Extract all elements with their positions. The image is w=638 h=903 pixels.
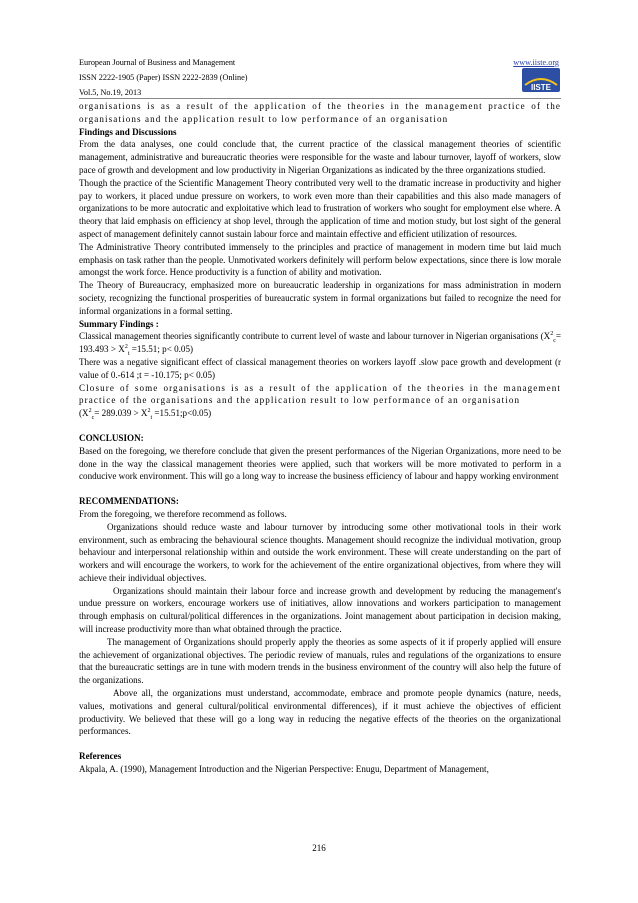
references-heading: References <box>79 751 122 762</box>
recommendations-heading: RECOMMENDATIONS: <box>79 496 179 507</box>
conclusion-paragraph: Based on the foregoing, we therefore conclude that given the present performances of the Nigerian Organizations, more need to be done in the way the classical management theories were applied, such that workers will be more motivated to perform in a conducive work environment. This will go a long way to increase the business efficiency of labour and happy working environment <box>79 445 561 482</box>
findings-heading: Findings and Discussions <box>79 126 177 137</box>
summary-heading: Summary Findings : <box>79 318 159 329</box>
findings-paragraph-3: The Administrative Theory contributed immensely to the principles and practice of management in modern time but laid much emphasis on task rather than the people. Unmotivated workers definitely will perform below expectations, since there is low morale amongst the work force. Hence productivity is a function of ability and motivation. <box>79 241 561 278</box>
journal-issn: ISSN 2222-1905 (Paper) ISSN 2222-2839 (Online) <box>79 73 248 82</box>
recommendations-intro: From the foregoing, we therefore recommend as follows. <box>79 508 287 519</box>
recommendation-4: Above all, the organizations must understand, accommodate, embrace and promote people dynamics (nature, needs, values, motivations and general cultural/political environmental differences), if it must achieve the objectives of efficient productivity. We believed that these will go a long way in reducing the negative effects of the theories on the organizational performances. <box>79 688 561 737</box>
findings-paragraph-4: The Theory of Bureaucracy, emphasized more on bureaucratic leadership in organizations for mass administration in modern society, recognizing the functional prosperities of bureaucratic system in formal organizations but failed to recognize the need for informal organizations in a formal setting. <box>79 280 561 316</box>
conclusion-heading: CONCLUSION: <box>79 432 144 443</box>
journal-header <box>79 55 559 100</box>
summary-finding-3: Closure of some organisations is as a result of the application of the theories in the management practice of the organisations and the application result to low performance of an organisation ($X^2_c= 289.039 > X^2_t$ =15.51;p<0.05) <box>79 382 561 421</box>
journal-url-link[interactable]: www.iiste.org <box>513 58 559 67</box>
recommendation-1: Organizations should reduce waste and labour turnover by introducing some other motivational tools in their work environment, such as embracing the behavioural science thoughts. Management should recognize the individual motivation, group behaviour and interpersonal relationship within and outside the work environment. These will create understanding on the part of workers and will encourage the workers, to work for the achievement of the entire organizational objectives, from where they will achieve their individual objectives. <box>79 521 561 583</box>
summary-finding-1: Classical management theories significantly contribute to current level of waste and labour turnover in Nigerian organisations ($X^2_c= 193.493 > X^2_t =15.51$; p< 0.05) <box>79 331 561 357</box>
header-divider <box>79 98 561 99</box>
recommendation-3: The management of Organizations should properly apply the theories as some aspects of it if properly applied will ensure the achievement of organizational objectives. The periodic review of manuals, rules and regulations of the organizations to ensure that the bureaucratic settings are in tune with modern trends in the business environment of the country will also help the future of the organizations. <box>79 636 561 686</box>
recommendation-2: Organizations should maintain their labour force and increase growth and development by reducing the management's undue pressure on workers, encourage workers use of initiatives, allow innovations and workers participation to management through emphasis on cultural/political differences in the organizations. Joint management about participation in decision making, will increase productivity more than what obtained through the practice. <box>79 585 561 635</box>
findings-paragraph-1: From the data analyses, one could conclude that, the current practice of the classical management theories of scientific management, administrative and bureaucratic theories were responsible for the waste and labour turnover, layoff of workers, slow pace of growth and development and low productivity in Nigerian Organizations as indicated by the three organizations studied. <box>79 139 561 175</box>
journal-volume: Vol.5, No.19, 2013 <box>79 88 142 97</box>
body-text <box>79 100 561 776</box>
intro-paragraph: organisations is as a result of the application of the theories in the management practice of the organisations and the application result to low performance of an organisation <box>79 101 561 124</box>
journal-name: European Journal of Business and Management <box>79 58 236 67</box>
page-number: 216 <box>312 843 326 853</box>
reference-1: Akpala, A. (1990), Management Introduction and the Nigerian Perspective: Enugu, Department of Management, <box>79 764 489 775</box>
summary-finding-2: There was a negative significant effect of classical management theories on workers layoff .slow pace growth and development (r value of 0.-614 ;t = -10.175; p< 0.05) <box>79 356 561 380</box>
findings-paragraph-2: Though the practice of the Scientific Management Theory contributed very well to the dramatic increase in productivity and higher pay to workers, it placed undue pressure on workers, to work even more than their capabilities and this also made managers of organizations to be more autocratic and exploitative which lead to frustration of workers who sought for employment else where. A theory that laid emphasis on efficiency at shop level, through the application of time and motion study, but lost sight of the general aspect of management definitely cannot sustain labour force and maintain effective and efficient utilization of resources. <box>79 177 561 239</box>
logo-text: IISTE <box>530 83 552 92</box>
iiste-logo <box>521 65 561 95</box>
